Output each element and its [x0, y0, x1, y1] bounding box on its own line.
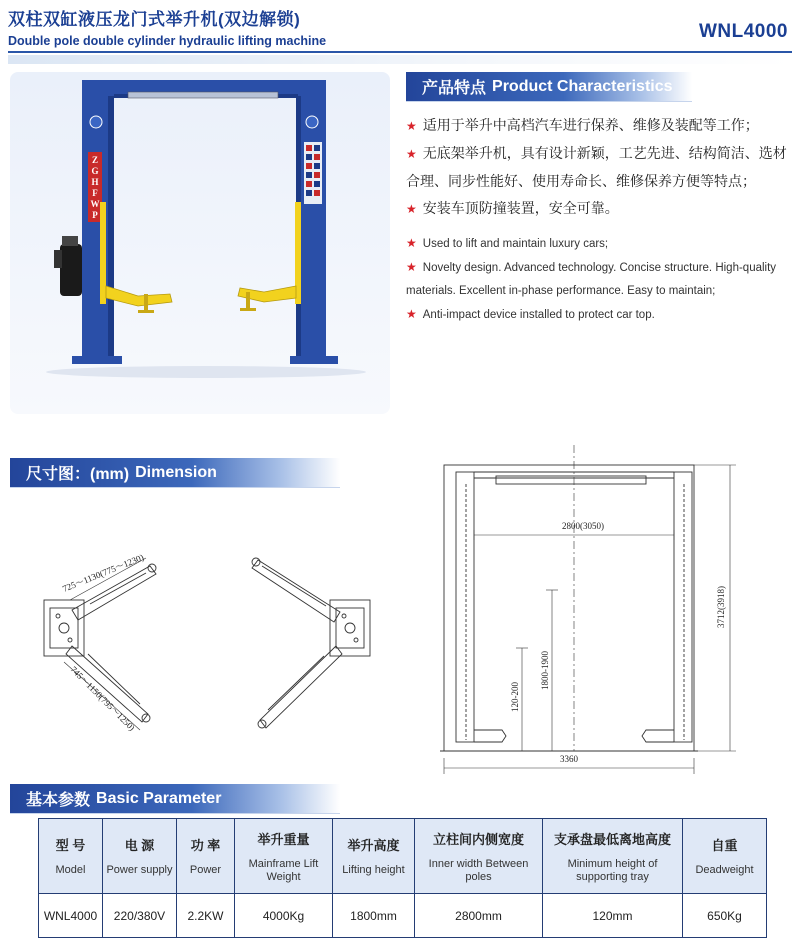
total-height-label: 3712(3918) [716, 586, 726, 628]
table-header-cell: 立柱间内侧宽度 Inner width Between poles [415, 819, 543, 894]
dimension-heading-en: Dimension [135, 463, 217, 481]
table-cell: 2800mm [415, 894, 543, 938]
left-lower-arm [66, 646, 148, 722]
table-cell: 1800mm [333, 894, 415, 938]
right-base [290, 356, 338, 364]
parameter-table [38, 818, 767, 938]
title-chinese: 双柱双缸液压龙门式举升机(双边解锁) [8, 10, 301, 29]
anti-impact-bar-drawing [496, 476, 646, 484]
parameter-heading [10, 784, 340, 814]
column-label-letter: Z [91, 155, 99, 165]
table-header-cell: 自重 Deadweight [683, 819, 767, 894]
model-number: WNL4000 [698, 21, 788, 42]
feature-item: ★ 安装车顶防撞装置，安全可靠。 [406, 200, 619, 216]
table-header-cell: 举升重量 Mainframe Lift Weight [235, 819, 333, 894]
table-cell: 2.2KW [177, 894, 235, 938]
table-cell: 220/380V [103, 894, 177, 938]
dimension-heading-cn: 尺寸图：(mm) [26, 466, 130, 483]
arm-lower-range: 745～1150(795～1250) [68, 664, 137, 733]
characteristics-list-en [406, 232, 784, 327]
characteristics-heading [406, 72, 692, 102]
star-icon: ★ [406, 236, 417, 250]
left-lift-arm [106, 286, 172, 306]
table-row [39, 894, 767, 938]
right-upper-arm [252, 560, 340, 622]
table-cell: WNL4000 [39, 894, 103, 938]
outer-frame [444, 465, 694, 751]
warning-stickers [304, 142, 322, 204]
table-header-cell: 电 源 Power supply [103, 819, 177, 894]
header-band [8, 55, 792, 64]
table-cell: 4000Kg [235, 894, 333, 938]
arm-top-view-drawing [30, 530, 400, 750]
anti-impact-bar [128, 92, 278, 98]
column-label-letter: F [92, 188, 98, 198]
product-photo-panel [10, 72, 390, 414]
feature-item-en: ★ Anti-impact device installed to protect car top. [406, 307, 655, 321]
pad-range-label: 120-200 [510, 682, 520, 712]
parameter-heading-en: Basic Parameter [96, 789, 222, 807]
table-cell: 120mm [543, 894, 683, 938]
column-label-letter: P [92, 210, 98, 220]
parameter-heading-cn: 基本参数 [26, 792, 91, 809]
right-lower-arm [260, 646, 342, 728]
star-icon: ★ [406, 307, 417, 321]
left-arm-drawing [474, 730, 506, 742]
star-icon: ★ [406, 202, 417, 216]
table-header-cell: 型 号 Model [39, 819, 103, 894]
characteristics-heading-cn: 产品特点 [422, 80, 487, 97]
header-divider [8, 51, 792, 53]
star-icon: ★ [406, 147, 417, 161]
table-header-cell: 支承盘最低离地高度 Minimum height of supporting tray [543, 819, 683, 894]
characteristics-heading-en: Product Characteristics [492, 77, 673, 95]
table-header-cell: 功 率 Power [177, 819, 235, 894]
table-cell: 650Kg [683, 894, 767, 938]
hydraulic-motor [60, 244, 82, 296]
right-arm-drawing [642, 730, 674, 742]
table-header-row [39, 819, 767, 894]
star-icon: ★ [406, 260, 417, 274]
column-label-letter: W [90, 199, 100, 209]
feature-item: ★ 无底架举升机，具有设计新颖，工艺先进、结构简洁、选材合理、同步性能好、使用寿命长、维修保养方便等特点； [406, 145, 787, 189]
lift-range-label: 1800-1900 [540, 651, 550, 690]
star-icon: ★ [406, 119, 417, 133]
feature-item-en: ★ Used to lift and maintain luxury cars; [406, 236, 609, 250]
title-english: Double pole double cylinder hydraulic lifting machine [8, 34, 327, 48]
characteristics-list-cn [406, 112, 790, 223]
front-view-drawing [422, 440, 762, 780]
lift-illustration [10, 72, 390, 414]
base-width-label: 3360 [560, 754, 578, 764]
column-label-letter: G [91, 166, 99, 176]
inner-width-label: 2800(3050) [562, 521, 604, 531]
dimension-heading [10, 458, 340, 488]
arm-upper-range: 725～1130(775～1230) [61, 552, 146, 594]
feature-item-en: ★ Novelty design. Advanced technology. Concise structure. High-quality materials. Excellent in-phase performance. Easy to maintain; [406, 260, 777, 297]
table-header-cell: 举升高度 Lifting height [333, 819, 415, 894]
feature-item: ★ 适用于举升中高档汽车进行保养、维修及装配等工作； [406, 117, 759, 133]
left-base [72, 356, 122, 364]
column-label-letter: H [91, 177, 99, 187]
